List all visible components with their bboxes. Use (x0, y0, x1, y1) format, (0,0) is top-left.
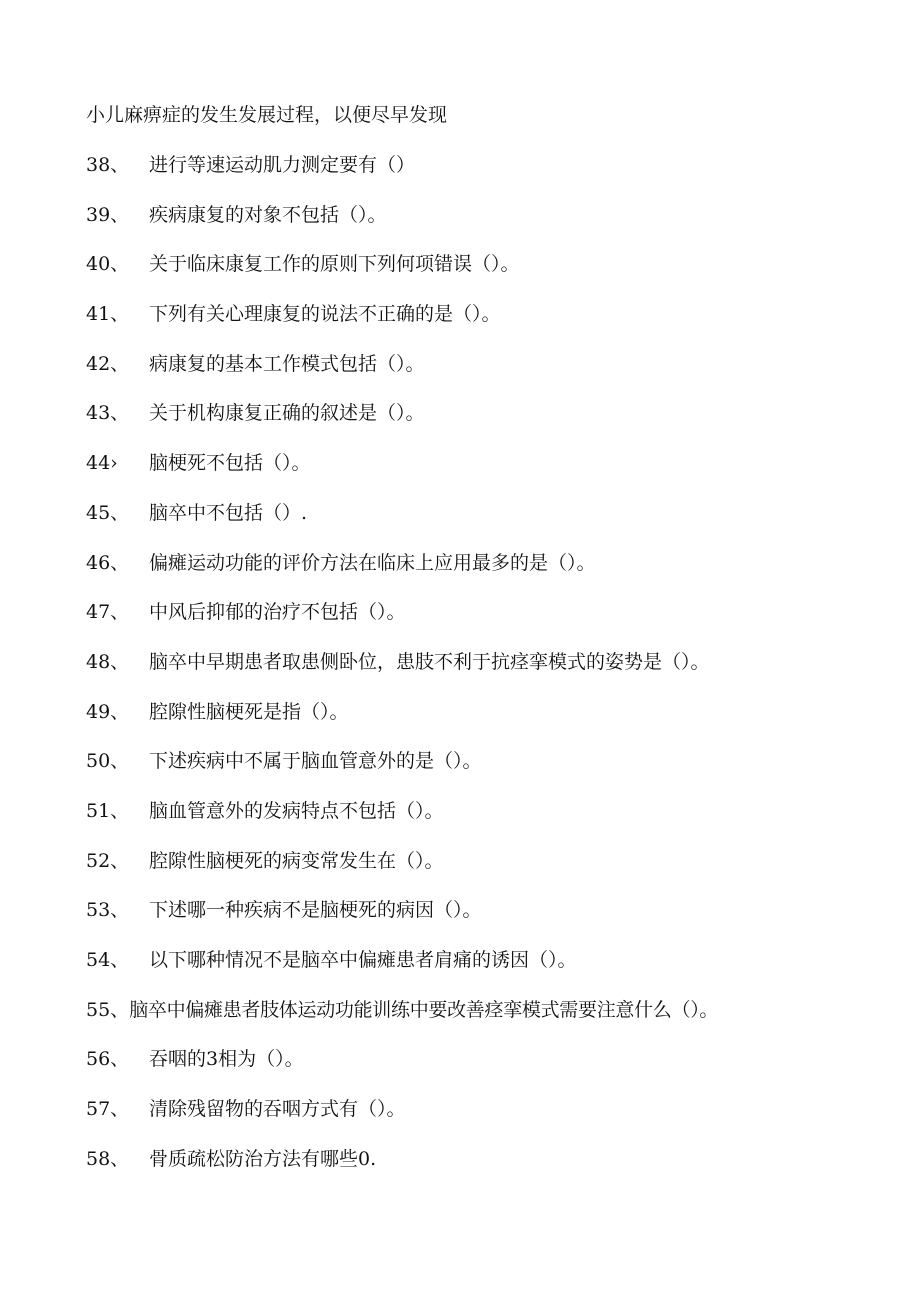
item-number: 58、 (86, 1147, 130, 1170)
list-item (86, 398, 906, 448)
item-text: 腔隙性脑梗死是指（）。 (149, 700, 349, 723)
item-text: 脑梗死不包括（）。 (149, 452, 311, 475)
item-number: 56、 (86, 1048, 130, 1071)
item-text: 下述哪一种疾病不是脑梗死的病因（）。 (149, 899, 482, 922)
list-item (86, 1044, 906, 1094)
item-number: 45、 (86, 501, 130, 524)
lead-text: 小儿麻痹症的发生发展过程，以便尽早发现 (86, 104, 448, 126)
item-number: 43、 (86, 402, 130, 425)
list-item (86, 995, 906, 1045)
item-number: 46、 (86, 551, 130, 574)
item-number: 40、 (86, 253, 130, 276)
item-text: 进行等速运动肌力测定要有（） (149, 154, 416, 176)
list-item (86, 945, 906, 995)
item-number: 57、 (86, 1098, 130, 1121)
item-text: 脑卒中偏瘫患者肢体运动功能训练中要改善痉挛模式需要注意什么（）。 (129, 998, 719, 1021)
item-number: 41、 (86, 303, 130, 326)
item-text: 关于机构康复正确的叙述是（）。 (149, 402, 425, 425)
question-list (86, 150, 906, 1193)
item-number: 55、 (86, 998, 130, 1021)
list-item (86, 548, 906, 598)
list-item (86, 746, 906, 796)
item-text: 骨质疏松防治方法有哪些0. (149, 1147, 377, 1170)
item-number: 47、 (86, 601, 130, 624)
item-text: 脑卒中早期患者取患侧卧位，患肢不利于抗痉挛模式的姿势是（）。 (149, 650, 710, 673)
item-text: 吞咽的3相为（）。 (149, 1048, 304, 1071)
item-text: 下述疾病中不属于脑血管意外的是（）。 (149, 750, 482, 773)
list-item (86, 846, 906, 896)
item-text: 脑卒中不包括（）. (149, 501, 308, 524)
list-item (86, 498, 906, 548)
list-item (86, 299, 906, 349)
item-text: 脑血管意外的发病特点不包括（）。 (149, 799, 444, 822)
list-item (86, 249, 906, 299)
list-item (86, 647, 906, 697)
item-text: 偏瘫运动功能的评价方法在临床上应用最多的是（）。 (149, 551, 596, 574)
item-number: 44› (86, 452, 118, 475)
item-text: 关于临床康复工作的原则下列何项错误（）。 (149, 253, 520, 276)
item-text: 中风后抑郁的治疗不包括（）。 (149, 601, 406, 624)
item-number: 39、 (86, 203, 130, 226)
list-item (86, 597, 906, 647)
list-item (86, 150, 906, 200)
list-item (86, 796, 906, 846)
item-text: 以下哪种情况不是脑卒中偏瘫患者肩痛的诱因（）。 (149, 949, 577, 971)
item-number: 48、 (86, 650, 130, 673)
list-item (86, 1144, 906, 1194)
item-text: 清除残留物的吞咽方式有（）。 (149, 1098, 406, 1121)
item-number: 51、 (86, 799, 130, 822)
item-number: 52、 (86, 849, 130, 872)
item-text: 下列有关心理康复的说法不正确的是（）。 (149, 303, 501, 326)
item-number: 49、 (86, 700, 130, 723)
item-text: 疾病康复的对象不包括（）。 (149, 203, 387, 226)
list-item (86, 1094, 906, 1144)
item-number: 53、 (86, 899, 130, 922)
list-item (86, 895, 906, 945)
item-text: 腔隙性脑梗死的病变常发生在（）。 (149, 849, 444, 872)
item-number: 50、 (86, 750, 130, 773)
list-item (86, 200, 906, 250)
item-number: 54、 (86, 949, 130, 971)
list-item (86, 349, 906, 399)
item-number: 42、 (86, 352, 130, 375)
list-item (86, 448, 906, 498)
item-number: 38、 (86, 154, 130, 176)
item-text: 病康复的基本工作模式包括（）。 (149, 352, 425, 375)
list-item (86, 697, 906, 747)
